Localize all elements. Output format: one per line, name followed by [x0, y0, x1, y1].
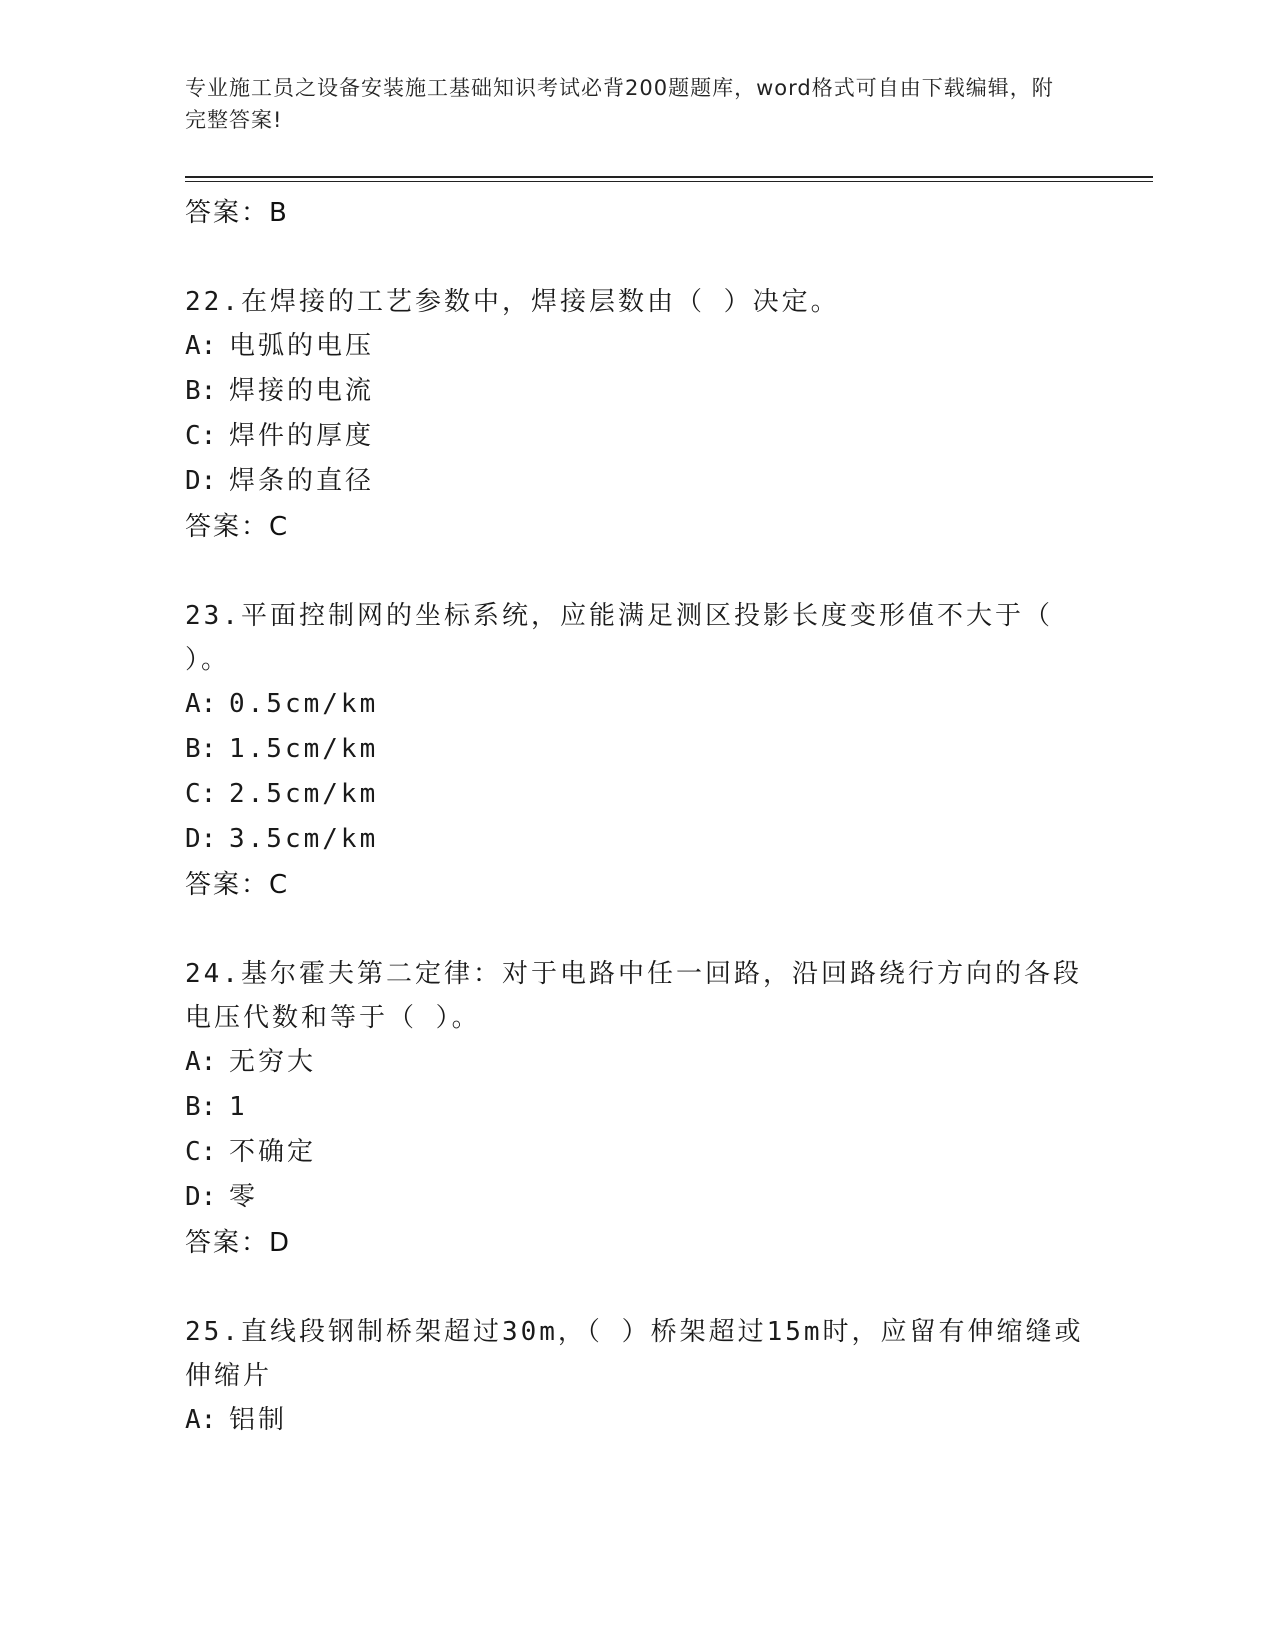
option-d [185, 817, 1085, 862]
option-a [185, 1398, 1085, 1443]
option-c [185, 1130, 1085, 1175]
header-rule-thick [185, 176, 1153, 178]
spacer [185, 908, 1085, 952]
option-text: 焊件的厚度 [229, 421, 375, 451]
spacer [185, 1266, 1085, 1310]
header-rule-thin [185, 181, 1153, 182]
spacer [185, 550, 1085, 594]
option-text: 铝制 [229, 1405, 288, 1435]
option-text: 1.5cm/km [229, 734, 379, 764]
document-header: 专业施工员之设备安装施工基础知识考试必背200题题库，word格式可自由下载编辑，附完整答案! [185, 76, 1054, 132]
answer-label: 答案： [185, 198, 270, 228]
option-letter: A: [185, 1047, 217, 1077]
option-letter: D: [185, 1182, 217, 1212]
option-b [185, 1085, 1085, 1130]
option-letter: A: [185, 689, 217, 719]
answer-line [185, 504, 1085, 550]
option-a [185, 1040, 1085, 1085]
answer-line [185, 1220, 1085, 1266]
option-text: 3.5cm/km [229, 824, 379, 854]
option-d [185, 459, 1085, 504]
option-letter: B: [185, 734, 217, 764]
option-text: 焊条的直径 [229, 466, 375, 496]
option-letter: C: [185, 421, 217, 451]
question-22: 22.在焊接的工艺参数中，焊接层数由（ ）决定。 [185, 287, 840, 317]
question-23: 23.平面控制网的坐标系统，应能满足测区投影长度变形值不大于（ ）。 [185, 601, 1053, 675]
option-text: 0.5cm/km [229, 689, 379, 719]
option-a [185, 682, 1085, 727]
option-text: 不确定 [229, 1137, 317, 1167]
option-d [185, 1175, 1085, 1220]
answer-label: 答案： [185, 1228, 270, 1258]
answer-label: 答案： [185, 870, 270, 900]
option-text: 无穷大 [229, 1047, 317, 1077]
option-letter: C: [185, 779, 217, 809]
answer-line [185, 190, 1085, 236]
question-25: 25.直线段钢制桥架超过30m，（ ）桥架超过15m时，应留有伸缩缝或伸缩片 [185, 1317, 1084, 1391]
answer-label: 答案： [185, 512, 270, 542]
option-letter: B: [185, 376, 217, 406]
answer-line [185, 862, 1085, 908]
answer-value: D [269, 1228, 290, 1258]
option-text: 电弧的电压 [229, 331, 375, 361]
option-letter: C: [185, 1137, 217, 1167]
option-c [185, 414, 1085, 459]
option-letter: D: [185, 824, 217, 854]
option-letter: A: [185, 1405, 217, 1435]
option-a [185, 324, 1085, 369]
spacer [185, 236, 1085, 280]
option-letter: B: [185, 1092, 217, 1122]
question-24: 24.基尔霍夫第二定律：对于电路中任一回路，沿回路绕行方向的各段电压代数和等于（ ）。 [185, 959, 1082, 1033]
option-text: 零 [229, 1182, 259, 1212]
option-b [185, 369, 1085, 414]
answer-value: C [269, 512, 288, 542]
question-list [185, 190, 1085, 1443]
answer-value: C [269, 870, 288, 900]
option-text: 焊接的电流 [229, 376, 375, 406]
option-b [185, 727, 1085, 772]
option-c [185, 772, 1085, 817]
answer-value: B [269, 198, 287, 228]
option-letter: D: [185, 466, 217, 496]
option-letter: A: [185, 331, 217, 361]
option-text: 1 [229, 1092, 248, 1122]
option-text: 2.5cm/km [229, 779, 379, 809]
